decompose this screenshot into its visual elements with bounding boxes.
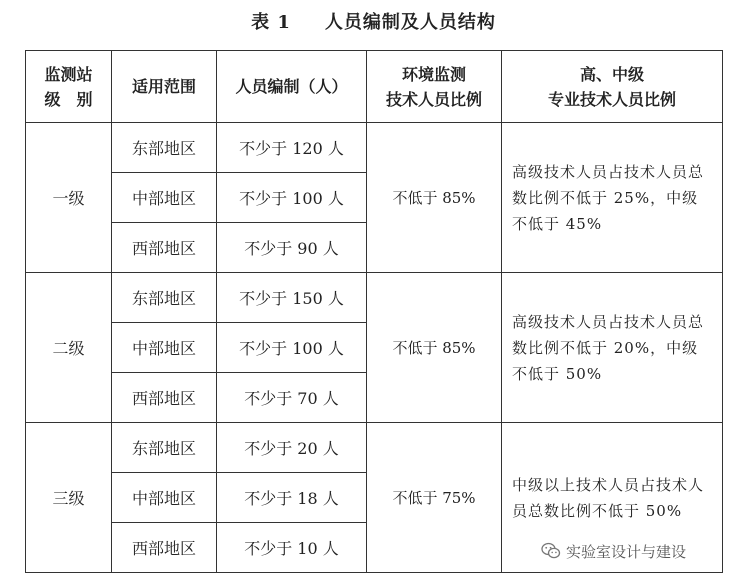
table-number: 表 1 <box>251 12 291 33</box>
level-cell: 一级 <box>26 123 112 273</box>
region-cell: 东部地区 <box>112 273 217 323</box>
tech-ratio-cell: 不低于 85% <box>367 273 502 423</box>
header-tech-ratio <box>367 51 502 123</box>
staffing-cell: 不少于 100 人 <box>217 323 367 373</box>
header-line: 高、中级 <box>579 64 644 84</box>
region-cell: 西部地区 <box>112 223 217 273</box>
header-line: 人员编制（人） <box>235 77 348 96</box>
staffing-cell: 不少于 18 人 <box>217 473 367 523</box>
header-row <box>26 51 723 123</box>
staffing-cell: 不少于 90 人 <box>217 223 367 273</box>
region-cell: 中部地区 <box>112 323 217 373</box>
header-line: 技术人员比例 <box>385 89 482 109</box>
table-row <box>26 273 723 323</box>
region-cell: 东部地区 <box>112 423 217 473</box>
table-row <box>26 123 723 173</box>
wechat-icon <box>541 542 561 560</box>
staffing-table <box>25 50 723 573</box>
header-line: 级 别 <box>44 89 93 109</box>
staffing-cell: 不少于 10 人 <box>217 523 367 573</box>
header-senior-ratio <box>502 51 723 123</box>
header-line: 专业技术人员比例 <box>547 89 676 109</box>
region-cell: 西部地区 <box>112 523 217 573</box>
level-cell: 三级 <box>26 423 112 573</box>
staffing-cell: 不少于 120 人 <box>217 123 367 173</box>
staffing-cell: 不少于 20 人 <box>217 423 367 473</box>
header-line: 监测站 <box>44 64 93 84</box>
table-caption <box>0 8 747 34</box>
watermark-text: 实验室设计与建设 <box>566 542 687 561</box>
table-row <box>26 423 723 473</box>
header-line: 环境监测 <box>401 64 466 84</box>
region-cell: 东部地区 <box>112 123 217 173</box>
header-line: 适用范围 <box>131 77 196 96</box>
staffing-cell: 不少于 70 人 <box>217 373 367 423</box>
senior-ratio-cell: 中级以上技术人员占技术人员总数比例不低于 50% <box>502 423 723 573</box>
region-cell: 西部地区 <box>112 373 217 423</box>
region-cell: 中部地区 <box>112 473 217 523</box>
staffing-cell: 不少于 100 人 <box>217 173 367 223</box>
tech-ratio-cell: 不低于 75% <box>367 423 502 573</box>
header-station-level <box>26 51 112 123</box>
staffing-cell: 不少于 150 人 <box>217 273 367 323</box>
tech-ratio-cell: 不低于 85% <box>367 123 502 273</box>
watermark <box>537 540 690 562</box>
header-scope <box>112 51 217 123</box>
region-cell: 中部地区 <box>112 173 217 223</box>
level-cell: 二级 <box>26 273 112 423</box>
header-staffing <box>217 51 367 123</box>
senior-ratio-cell: 高级技术人员占技术人员总数比例不低于 20%，中级不低于 50% <box>502 273 723 423</box>
table-title: 人员编制及人员结构 <box>324 12 496 33</box>
senior-ratio-cell: 高级技术人员占技术人员总数比例不低于 25%，中级不低于 45% <box>502 123 723 273</box>
